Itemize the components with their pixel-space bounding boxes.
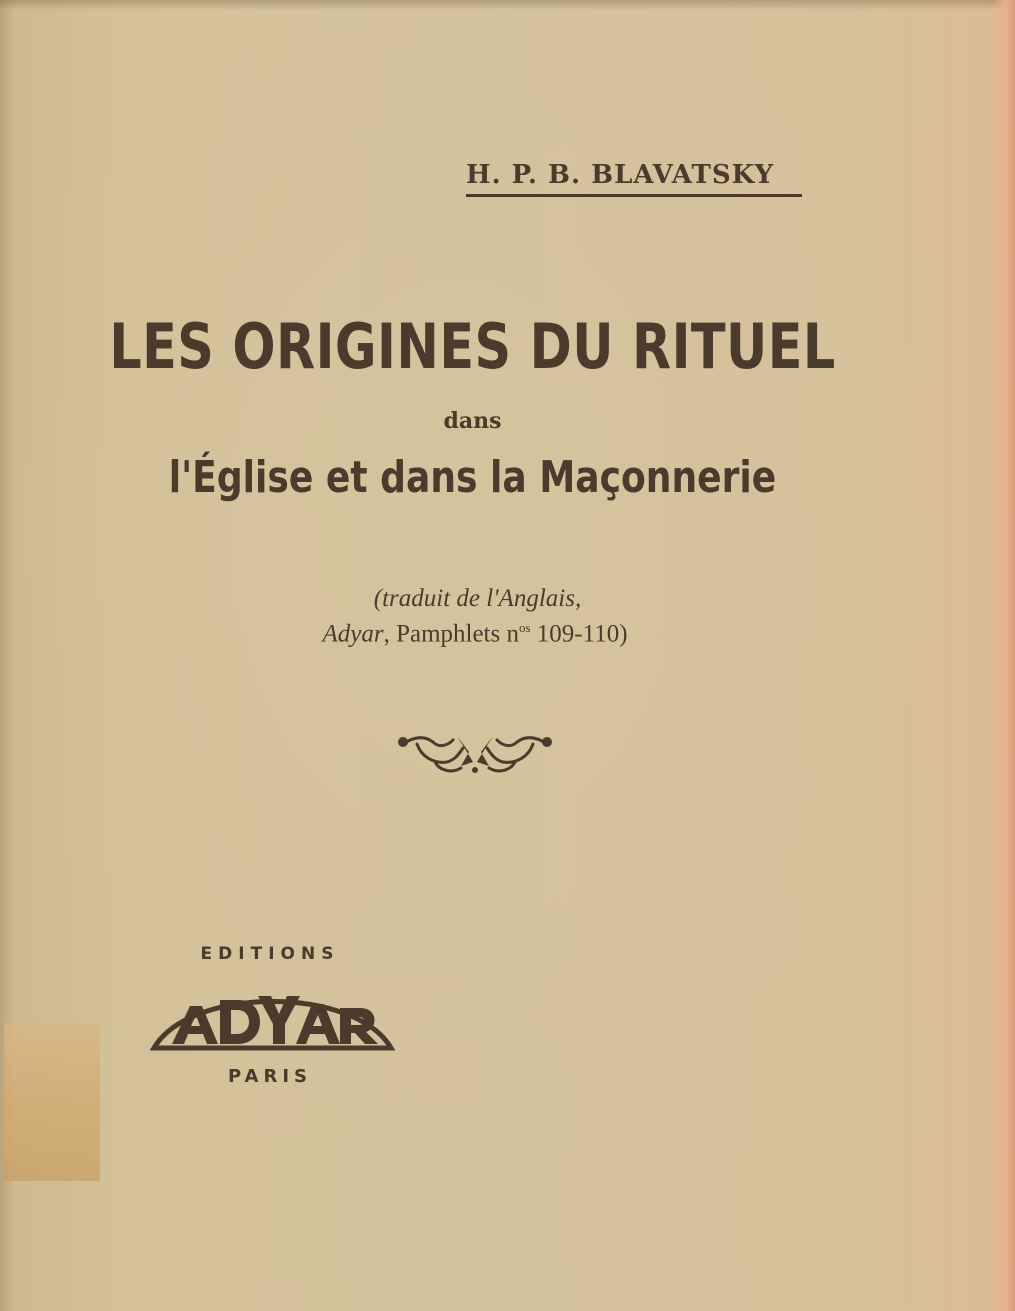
translation-note-adyar: Adyar: [322, 620, 384, 648]
book-title: LES ORIGINES DU RITUEL: [109, 310, 836, 383]
author-name: H. P. B. BLAVATSKY: [466, 160, 802, 197]
translation-note-pamphlets: , Pamphlets n: [383, 620, 519, 648]
adyar-publisher-logo: [150, 978, 395, 1052]
right-edge: [993, 0, 1015, 1311]
floral-ornament-icon: [395, 722, 555, 778]
publisher-editions-label: EDITIONS: [200, 944, 340, 964]
library-label-stain: [4, 1023, 100, 1181]
book-subtitle: l'Église et dans la Maçonnerie: [168, 452, 777, 503]
top-edge: [0, 0, 1015, 10]
translation-note-superscript: os: [518, 620, 531, 635]
publisher-city: PARIS: [228, 1066, 312, 1087]
translation-note-numbers: 109-110): [530, 620, 628, 648]
logo-text: ADYAR: [150, 978, 154, 979]
translation-note-line1: (traduit de l'Anglais,: [373, 585, 582, 612]
translation-note-line2: [0, 620, 950, 648]
title-connector: dans: [443, 408, 502, 434]
